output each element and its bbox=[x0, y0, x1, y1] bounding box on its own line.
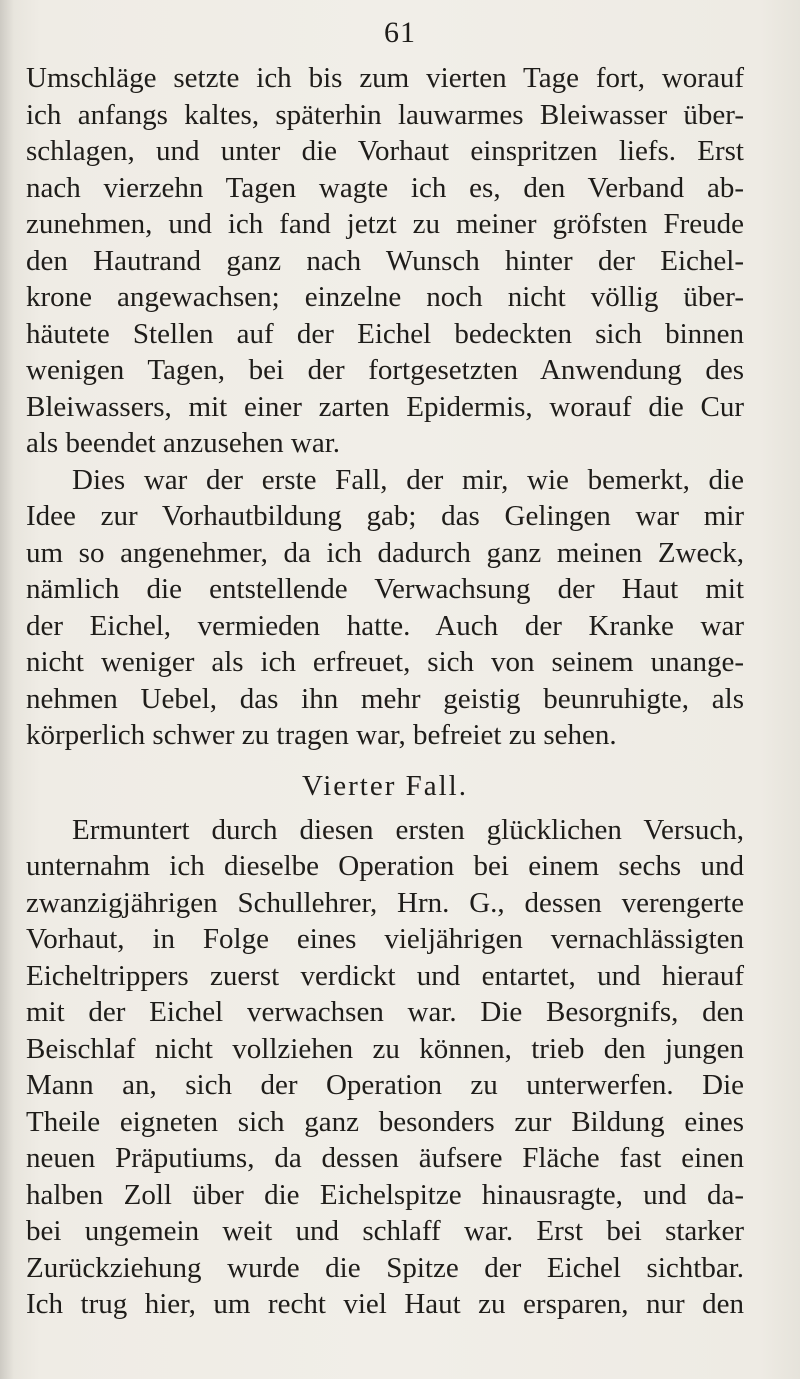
text-line: nach vierzehn Tagen wagte ich es, den Verband ab- bbox=[26, 171, 744, 204]
text-line: Dies war der erste Fall, der mir, wie bemerkt, die bbox=[72, 463, 744, 496]
text-line: Ermuntert durch diesen ersten glücklichen Versuch, bbox=[72, 813, 744, 846]
text-line: neuen Präputiums, da dessen äufsere Fläche fast einen bbox=[26, 1142, 744, 1174]
text-line: Theile eigneten sich ganz besonders zur Bildung eines bbox=[26, 1105, 744, 1138]
text-line: schlagen, und unter die Vorhaut einspritzen liefs. Erst bbox=[26, 135, 744, 167]
text-line: den Hautrand ganz nach Wunsch hinter der Eichel- bbox=[26, 244, 744, 277]
text-line: zunehmen, und ich fand jetzt zu meiner gröfsten Freude bbox=[26, 208, 744, 240]
text-line: krone angewachsen; einzelne noch nicht völlig über- bbox=[26, 281, 744, 313]
text-line: körperlich schwer zu tragen war, befreiet zu sehen. bbox=[26, 719, 617, 751]
text-line: nicht weniger als ich erfreuet, sich von seinem unange- bbox=[26, 646, 744, 678]
text-line: als beendet anzusehen war. bbox=[26, 427, 341, 459]
text-line: nehmen Uebel, das ihn mehr geistig beunruhigte, als bbox=[26, 682, 744, 715]
text-line: Vorhaut, in Folge eines vieljährigen vernachlässigten bbox=[26, 923, 744, 955]
text-line: halben Zoll über die Eichelspitze hinausragte, und da- bbox=[26, 1178, 744, 1211]
text-line: Bleiwassers, mit einer zarten Epidermis, worauf die Cur bbox=[26, 390, 744, 423]
text-line: unternahm ich dieselbe Operation bei einem sechs und bbox=[26, 850, 744, 882]
text-line: häutete Stellen auf der Eichel bedeckten sich binnen bbox=[26, 317, 744, 350]
text-line: Zurückziehung wurde die Spitze der Eichel sichtbar. bbox=[26, 1251, 744, 1284]
text-line: um so angenehmer, da ich dadurch ganz meinen Zweck, bbox=[26, 536, 744, 569]
text-line: mit der Eichel verwachsen war. Die Besorgnifs, den bbox=[26, 996, 744, 1028]
text-line: nämlich die entstellende Verwachsung der Haut mit bbox=[26, 573, 744, 605]
body-text bbox=[26, 60, 744, 1323]
text-line: Ich trug hier, um recht viel Haut zu ersparen, nur den bbox=[26, 1288, 744, 1320]
spine-shadow bbox=[0, 0, 14, 1379]
section-heading: Vierter Fall. bbox=[302, 769, 468, 802]
text-line: Beischlaf nicht vollziehen zu können, trieb den jungen bbox=[26, 1032, 744, 1065]
page-number: 61 bbox=[384, 16, 416, 49]
text-line: wenigen Tagen, bei der fortgesetzten Anwendung des bbox=[26, 354, 744, 386]
text-line: Idee zur Vorhautbildung gab; das Gelingen war mir bbox=[26, 500, 744, 532]
text-line: zwanzigjährigen Schullehrer, Hrn. G., dessen verengerte bbox=[26, 886, 744, 919]
text-line: Mann an, sich der Operation zu unterwerfen. Die bbox=[26, 1069, 744, 1101]
text-line: ich anfangs kaltes, späterhin lauwarmes Bleiwasser über- bbox=[26, 98, 744, 131]
text-line: Umschläge setzte ich bis zum vierten Tage fort, worauf bbox=[26, 62, 744, 94]
text-line: der Eichel, vermieden hatte. Auch der Kranke war bbox=[26, 609, 744, 642]
text-line: bei ungemein weit und schlaff war. Erst bei starker bbox=[26, 1215, 744, 1247]
text-line: Eicheltrippers zuerst verdickt und entartet, und hierauf bbox=[26, 959, 744, 992]
